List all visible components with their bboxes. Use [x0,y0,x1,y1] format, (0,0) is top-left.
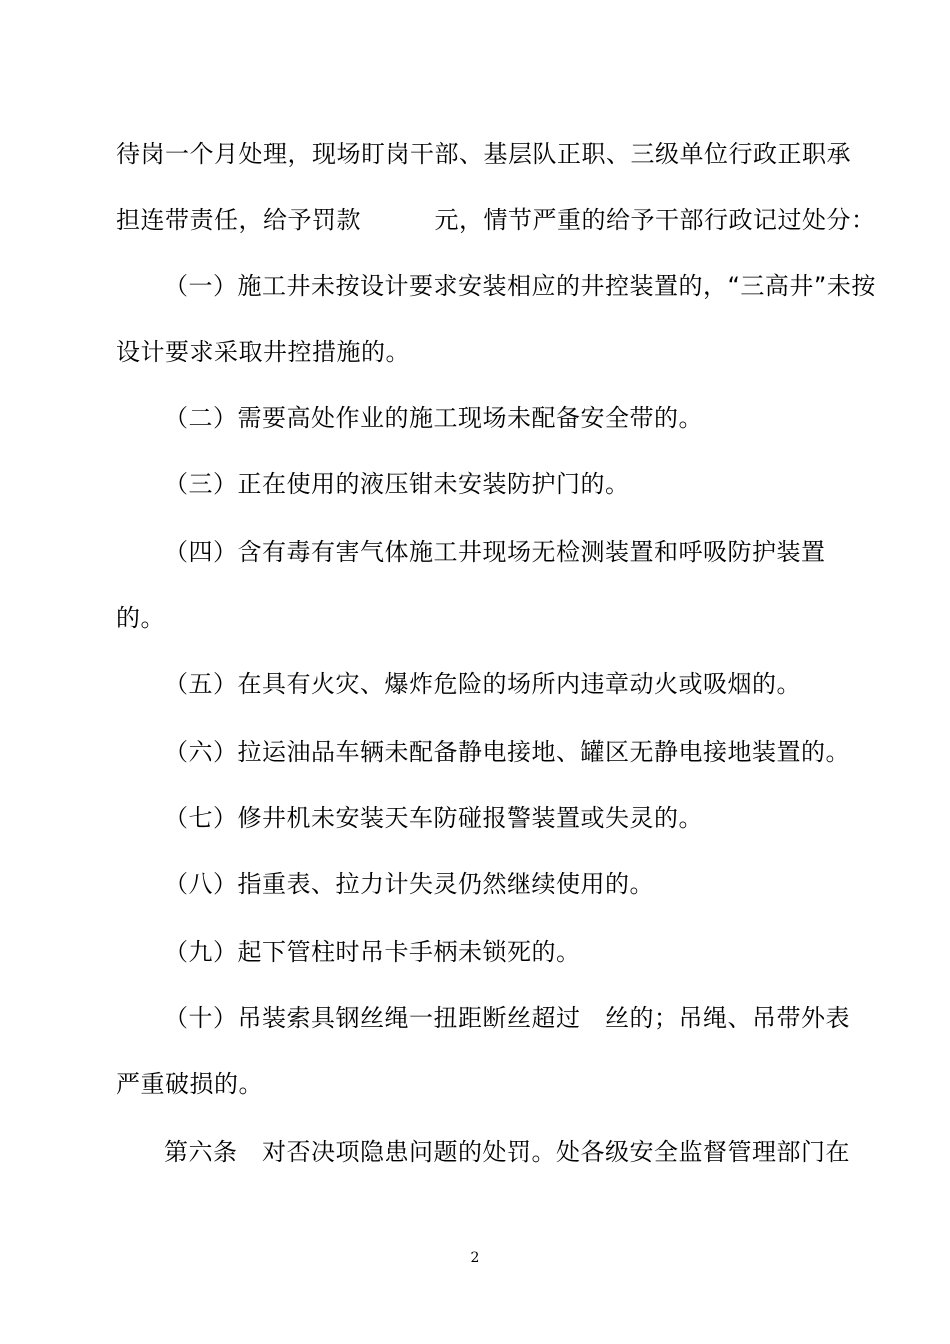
clause-item-8: （八）指重表、拉力计失灵仍然继续使用的。 [164,870,654,898]
clause-item-5: （五）在具有火灾、爆炸危险的场所内违章动火或吸烟的。 [164,670,801,698]
clause-item-10: （十）吊装索具钢丝绳一扭距断丝超过 丝的；吊绳、吊带外表 [164,1004,850,1032]
body-text-line: 严重破损的。 [116,1070,263,1098]
clause-item-4: （四）含有毒有害气体施工井现场无检测装置和呼吸防护装置 [164,538,826,566]
body-text-line: 担连带责任，给予罚款 元，情节严重的给予干部行政记过处分： [116,206,876,234]
body-text-line: 待岗一个月处理，现场盯岗干部、基层队正职、三级单位行政正职承 [116,140,851,168]
body-text-line: 的。 [116,604,165,632]
body-text-line: 设计要求采取井控措施的。 [116,338,410,366]
clause-item-1: （一）施工井未按设计要求安装相应的井控装置的，“三高井”未按 [164,272,876,300]
page-number: 2 [470,1250,480,1266]
article-heading: 第六条 对否决项隐患问题的处罚。处各级安全监督管理部门在 [164,1138,850,1166]
clause-item-9: （九）起下管柱时吊卡手柄未锁死的。 [164,938,581,966]
clause-item-3: （三）正在使用的液压钳未安装防护门的。 [164,470,630,498]
clause-item-2: （二）需要高处作业的施工现场未配备安全带的。 [164,404,703,432]
clause-item-6: （六）拉运油品车辆未配备静电接地、罐区无静电接地装置的。 [164,738,850,766]
clause-item-7: （七）修井机未安装天车防碰报警装置或失灵的。 [164,804,703,832]
